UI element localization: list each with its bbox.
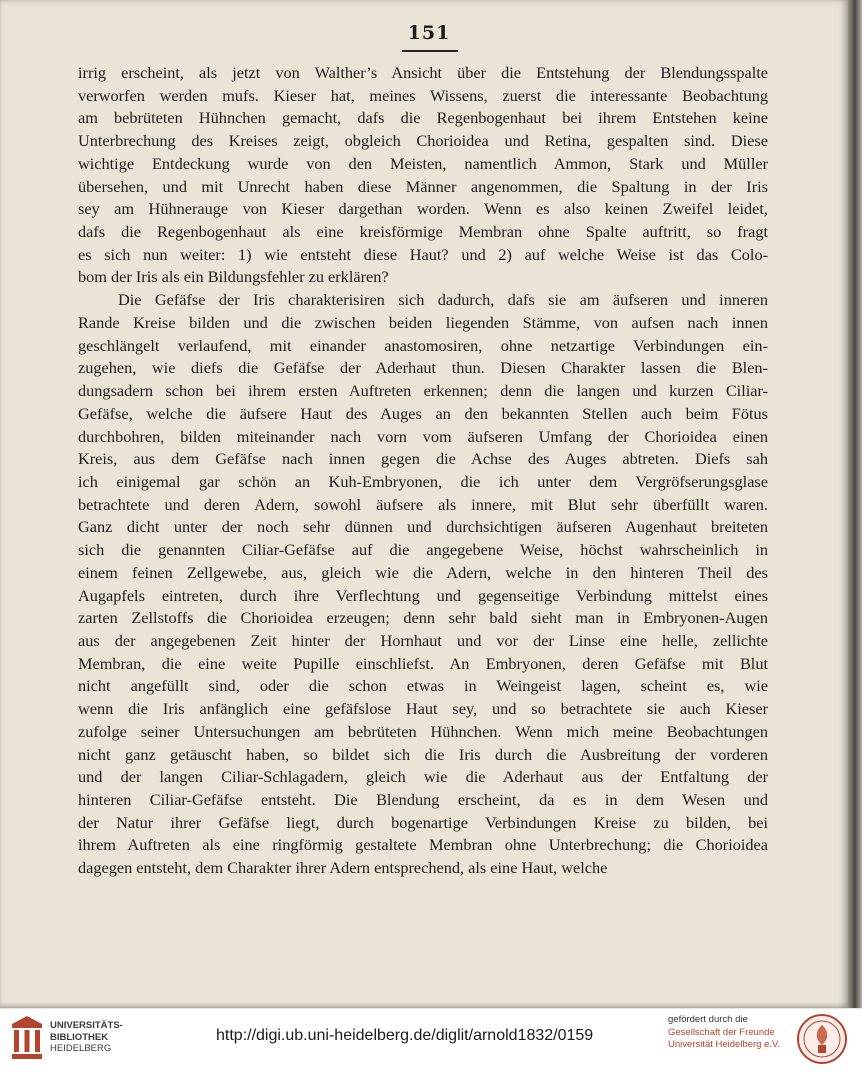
text-line: einem feinen Zellgewebe, aus, gleich wie die Adern, welche in den hinteren Theil des xyxy=(78,562,768,582)
text-line: geschlängelt verlaufend, mit einander anastomosiren, ohne netzartige Verbindungen ein- xyxy=(78,335,768,355)
text-line: zarten Zellstoffs die Chorioidea erzeugen; denn sehr bald sieht man in Embryonen-Augen xyxy=(78,608,768,628)
library-city: HEIDELBERG xyxy=(50,1043,112,1054)
page-number: 151 xyxy=(407,22,451,44)
text-line: Die Gefäfse der Iris charakterisiren sich dadurch, dafs sie am äufseren und inneren xyxy=(118,290,768,310)
text-line: Membran, die eine weite Pupille einschliefst. An Embryonen, deren Gefäfse mit Blut xyxy=(78,653,768,673)
library-name-line-1: UNIVERSITÄTS- xyxy=(50,1020,123,1031)
text-line: dungsadern schon bei ihrem ersten Auftreten erkennen; denn die langen und kurzen Ciliar- xyxy=(78,381,768,401)
text-line: dagegen entsteht, dem Charakter ihrer Adern entsprechend, als eine Haut, welche xyxy=(78,858,608,878)
text-line: zugehen, wie diefs die Gefäfse der Aderhaut thun. Diesen Charakter lassen die Blen- xyxy=(78,358,768,378)
text-line: übersehen, und mit Unrecht haben diese Männer angenommen, die Spaltung in der Iris xyxy=(78,176,768,196)
sponsor-credit xyxy=(668,1014,780,1052)
text-line: nicht ganz getäuscht haben, so bildet sich die Iris durch die Ausbreitung der vorderen xyxy=(78,744,768,764)
page-number-rule xyxy=(402,50,458,52)
body-text xyxy=(78,62,768,880)
text-line: Gefäfse, welche die äufsere Haut des Auges an den bekannten Stellen auch beim Fötus xyxy=(78,403,768,423)
permalink-url[interactable]: http://digi.ub.uni-heidelberg.de/diglit/arnold1832/0159 xyxy=(216,1027,594,1044)
library-name xyxy=(50,1020,123,1055)
sponsor-org-line-2: Universität Heidelberg e.V. xyxy=(668,1039,781,1050)
text-line: wichtige Entdeckung wurde von den Meisten, namentlich Ammon, Stark und Müller xyxy=(78,153,768,173)
text-line: Kreis, aus dem Gefäfse nach innen gegen die Achse des Auges abtreten. Diefs sah xyxy=(78,449,768,469)
sponsor-org-line-1: Gesellschaft der Freunde xyxy=(668,1026,775,1038)
text-line: hinteren Ciliar-Gefäfse entsteht. Die Blendung erscheint, da es in dem Wesen und xyxy=(78,790,768,809)
text-line: der Natur ihrer Gefäfse liegt, durch bogenartige Verbindungen Kreise zu bilden, bei xyxy=(78,812,768,832)
text-line: nicht angefüllt sind, oder die schon etwas in Weingeist lagen, scheint es, wie xyxy=(78,676,768,696)
text-line: irrig erscheint, als jetzt von Walther’s Ansicht über die Entstehung der Blendungsspalte xyxy=(78,63,768,82)
text-line: dafs die Regenbogenhaut als eine kreisförmige Membran ohne Spalte auftritt, so fragt xyxy=(78,222,768,242)
text-line: Unterbrechung des Kreises zeigt, obgleich Chorioidea und Retina, gespalten sind. Diese xyxy=(78,131,768,151)
text-line: es sich nun weiter: 1) wie entsteht diese Haut? und 2) auf welche Weise ist das Colo- xyxy=(78,244,768,264)
text-line: durchbohren, bilden miteinander nach vorn vom äufseren Umfang der Chorioidea einen xyxy=(78,426,768,446)
university-library-logo-icon[interactable] xyxy=(10,1014,44,1062)
text-line: ich einigemal gar schön an Kuh-Embryonen, die ich unter dem Vergröfserungsglase xyxy=(78,471,768,491)
text-line: bom der Iris als ein Bildungsfehler zu erklären? xyxy=(78,267,389,287)
text-line: ihrem Auftreten als eine ringförmig gestaltete Membran ohne Unterbrechung; die Chorioidea xyxy=(78,835,768,855)
text-line: betrachtete und deren Adern, sowohl äufsere als innere, mit Blut sehr überfüllt waren. xyxy=(78,494,768,514)
text-line: wenn die Iris anfänglich eine gefäfslose Haut sey, und so betrachtete sie auch Kieser xyxy=(78,699,768,719)
friends-society-seal-icon[interactable] xyxy=(796,1013,848,1065)
text-line: Rande Kreise bilden und die zwischen beiden liegenden Stämme, von aufsen nach innen xyxy=(78,312,768,332)
sponsor-label: gefördert durch die xyxy=(668,1014,748,1025)
text-line: am bebrüteten Hühnchen gemacht, dafs die Regenbogenhaut bei ihrem Entstehen keine xyxy=(78,108,768,128)
text-line: verworfen werden mufs. Kieser hat, meines Wissens, zuerst die interessante Beobachtung xyxy=(78,85,768,105)
text-line: sich die genannten Ciliar-Gefäfse auf die angegebene Weise, höchst wahrscheinlich in xyxy=(78,540,768,560)
text-line: aus der angegebenen Zeit hinter der Hornhaut und vor der Linse eine helle, zellichte xyxy=(78,630,768,650)
text-line: sey am Hühnerauge von Kieser dargethan worden. Wenn es also keinen Zweifel leidet, xyxy=(78,199,768,219)
text-line: Augapfels eintreten, durch ihre Verflechtung und gegenseitige Verbindung mittelst eines xyxy=(78,585,768,605)
scan-edge-shadow xyxy=(848,0,862,1008)
text-line: und der langen Ciliar-Schlagadern, gleich wie die Aderhaut aus der Entfaltung der xyxy=(78,767,768,787)
library-name-line-2: BIBLIOTHEK xyxy=(50,1031,109,1043)
text-line: zufolge seiner Untersuchungen am bebrüteten Hühnchen. Wenn mich meine Beobachtungen xyxy=(78,721,768,741)
text-line: Ganz dicht unter der noch sehr dünnen und durchsichtigen äufseren Augenhaut breiteten xyxy=(78,517,768,537)
